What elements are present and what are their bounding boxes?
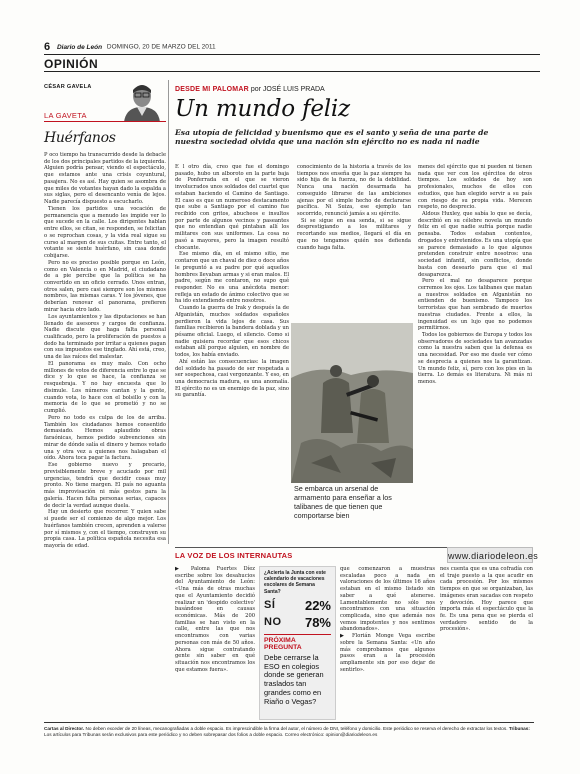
reader-letter: ▶ Paloma Fuertes Díez escribe sobre los desahucios del Ayuntamiento de León: «Una más de otras muchas que el Ayuntamiento decidió realizar un 'despido colectivo' basándose en causas económicas. Más de 200 familias se han visto en la calle, entre las que nos encontramos con varias personas con más de 50 años. Ahora sigue contratando gente sin saber en qué situación nos encontramos los que estamos fuera». [175,566,255,673]
article-headline: Un mundo feliz [175,96,350,122]
article-column-3 [418,164,532,548]
footer-letters-text: No deben exceder de 20 líneas, mecanografiadas a doble espacio. Es imprescindible la firma del autor, el número de DNI, teléfono y domicilio. Este periódico se reserva el derecho de extractar los textos. [85,726,508,731]
column-paragraph: Tienen los partidos una vocación de permanencia que a menudo les impide ver lo que sucede en la calle. Los dirigentes hablan entre ellos, se citan, se responden, se felicitan o se reprochan cosas, y la vida real sigue su curso al margen de sus cuitas. Entre tanto, el votante se siente huérfano, sin casa donde cobijarse. [44,205,166,259]
poll-no-percent: 78% [304,614,331,630]
website-link[interactable]: www.diariodeleon.es [447,547,533,563]
article-column-2 [297,164,411,328]
column-paragraph: El panorama es muy malo. Con ocho millones de votos de diferencia entre lo que se dice y lo que se hace, la confianza se resquebraja. Y no hay encuesta que lo disimule. Los números cantan y la gente, cuando vota, lo hace con el bolsillo y con la memoria de lo que se prometió y no se cumplió. [44,361,166,415]
article-paragraph: Aldous Huxley, que sabía lo que se decía, describió en su célebre novela un mundo feliz en el que nadie sufría porque nadie pensaba. Todos estaban contentos, drogados y entretenidos. Es una utopía que se parece demasiado a lo que algunos pretenden construir entre nosotros: una sociedad infantil, sin conflictos, donde basta con desearlo para que el mal desaparezca. [418,211,532,278]
column-divider [168,80,169,544]
reader-letter: que comenzaron a muestras escaladas poco a nada en valoraciones de los últimos 16 años estaban en el mismo listado sin saber a qué atenerse. Lamentablemente no sólo nos encontramos con una situación complicada, sino que además nos vemos impotentes y nos sentimos abandonados». [340,566,435,633]
article-paragraph: Ahí están las consecuencias: la imagen del soldado ha pasado de ser respetada a ser sospechosa, casi vergonzante. Y eso, en una democracia madura, es una anomalía. El ejército no es un enemigo de la paz, sino su garantía. [175,358,289,399]
kicker-author: por JOSÉ LUIS PRADA [250,86,325,93]
opinion-column [44,80,166,720]
footer-divider [44,722,534,723]
column-author: CÉSAR GAVELA [44,84,92,90]
pull-quote: Se embarca un arsenal de armamento para enseñar a los talibanes de que tienen que comportarse bien [294,484,392,520]
article-subhead: Esa utopía de felicidad y buenismo que es el santo y seña de una parte de nuestra sociedad olvida que una nación sin ejército no es nada ni nadie [175,128,489,147]
internautas-column-3 [340,566,435,720]
column-name: LA GAVETA [44,111,166,122]
article-kicker [175,86,325,96]
article-paragraph: conocimiento de la historia a través de los tiempos nos enseña que la paz siempre ha sido hija de la fuerza, no de la debilidad. Nunca una nación desarmada ha conseguido librarse de las ambiciones ajenas por el simple hecho de declararse pacífica. Ni Suiza, ese ejemplo tan socorrido, renunció jamás a su ejército. [297,164,411,218]
article-paragraph: Ese mismo día, en el mismo sitio, me contaron que un chaval de diez o doce años le preguntó a su padre por qué aquellos hombres llevaban armas y si eran malos. El padre, según me contaron, no supo qué responder. No es una anécdota menor: refleja un estado de ánimo colectivo que se ha ido extendiendo entre nosotros. [175,251,290,305]
internautas-column-4 [440,566,533,720]
column-paragraph: Pero no todo es culpa de los de arriba. También los ciudadanos hemos consentido demasiado. Hemos aplaudido obras faraónicas, hemos pedido subvenciones sin mirar de dónde salía el dinero y hemos votado una y otra vez a quienes nos halagaban el oído. Ahora toca pagar la factura. [44,414,166,462]
column-paragraph: Ese gobierno nuevo y precario, previsiblemente breve y acuciado por mil urgencias, tendrá que decidir cosas muy pronto. No tiene margen. El país no aguanta más improvisación ni más gestos para la galería. Hacen falta personas serias, capaces de decir la verdad aunque duela. [44,462,166,509]
poll-no-label: NO [264,615,282,628]
poll-yes-percent: 22% [304,597,331,613]
page-header [44,41,544,53]
column-paragraph: Los ayuntamientos y las diputaciones se han llenado de asesores y cargos de confianza. Nadie discute que haga falta personal cualificado, pero la proliferación de puestos a dedo ha terminado por irritar a quienes pagan con sus impuestos ese tinglado. Ahí está, creo, una de las raíces del malestar. [44,313,166,361]
next-question-label: PRÓXIMA PREGUNTA [264,634,331,651]
page-date: DOMINGO, 20 DE MARZO DEL 2011 [106,43,216,51]
poll-yes-label: SÍ [264,598,276,611]
reader-letter: ▶ Florián Monge Vega escribe sobre la Semana Santa: «Un año más comprobamos que algunos pasos eran a la procesión ampliamente sin por eso dejar de sentirlo». [340,633,435,673]
column-title: Huérfanos [44,130,116,146]
column-paragraph: Hay un desierto que recorrer. Y quien sabe si puede ser el comienzo de algo mejor. Los huérfanos también crecen, aprenden a valerse por sí mismos y, con el tiempo, construyen su propia casa. La política española necesita esa mayoría de edad. [44,509,166,549]
footer-letters-label: Cartas al Director. [44,726,85,731]
reader-poll [259,566,336,720]
article-paragraph: Cuando la guerra de Irak y después la de Afganistán, muchos soldados españoles perdieron la vida lejos de casa. Sus familias recibieron la bandera doblada y un pésame oficial. Luego, el silencio. Como si nadie quisiera recordar que esos chicos estaban allí porque alguien, en nombre de todos, los había enviado. [175,305,289,359]
article-paragraph: E l otro día, creo que fue el domingo pasado, hubo un alboroto en la parte baja de Ponferrada en el que se vieron involucrados unos soldados del cuartel que estaban haciendo el Camino de Santiago. El caso es que un numeroso destacamento que sube a Santiago por el camino fue recibido con gritos, abucheos e insultos por parte de algunos vecinos y paseantes que no entendían qué pintaban allí los militares con sus uniformes. La cosa no pasó a mayores, pero la imagen resultó chocante. [175,164,289,251]
reader-letter: nes cuenta que es una cofradía con el traje puesto a la que acudir en cada procesión. Por los mismos tiempos en que se organizaban, las imágenes eran sacadas con respeto y devoción. Hoy parece que importa más el espectáculo que la fe. Es una pena que se pierda el verdadero sentido de la procesión». [440,566,533,633]
poll-question: ¿Acierta la Junta con este calendario de vacaciones escolares de Semana Santa? [264,570,326,595]
kicker-section: DESDE MI PALOMAR [175,86,249,93]
footer-tribunas-text: Los artículos para Tribunas serán exclusivos para este periódico y no deben sobrepasar dos folios a doble espacio. Correo electrónico: opinion@diariodeleon.es [44,732,378,737]
footer-tribunas-label: Tribunas: [508,726,530,731]
page-footer [44,726,534,738]
article-paragraph: menes del ejército que ni pueden ni tienen nada que ver con los ejércitos de otros tiempos. Los soldados de hoy son profesionales, muchos de ellos con estudios, que han elegido servir a su país con riesgo de su propia vida. Merecen respeto, no desprecio. [418,164,532,211]
section-title: OPINIÓN [44,54,540,72]
soldiers-photo [291,323,413,483]
poll-no-row [260,614,335,631]
column-paragraph: P oco tiempo ha transcurrido desde la debacle de los dos principales partidos de la izquierda. Alguien podría pensar, viendo el espectáculo, que estamos ante una crisis coyuntural, pasajera. No es así. Hay quien se asombra de que miles de votantes hayan dado la espalda a sus siglas, pero el desencanto venía de lejos. Nadie parecía dispuesto a escucharlo. [44,152,166,206]
page-number: 6 [44,41,51,53]
internautas-column-1 [175,566,255,720]
next-question: Debe cerrarse la ESO en colegios donde se generan traslados tan grandes como en Riaño o Vegas? [264,652,324,706]
article-paragraph: Si se sigue en esa senda, si se sigue desprestigiando a los militares y recortando sus medios, llegará el día en que no tengamos quién nos defienda cuando haga falta. [297,217,411,251]
paper-name: Diario de León [56,43,103,51]
article-paragraph: Todos los gobiernos de Europa y todos los observadores de sociedades tan avanzadas como la nuestra saben que la defensa es una necesidad. Por eso me duele ver cómo se desprecia a quienes nos la garantizan. Un mundo feliz, sí, pero con los pies en la tierra. Lo demás es literatura. Ni más ni menos. [418,331,532,385]
internautas-section-label: LA VOZ DE LOS INTERNAUTAS [175,551,293,560]
column-paragraph: Pero no es preciso posible porque en León, como en Valencia o en Madrid, el ciudadano de a pie percibe que la política se ha convertido en un oficio cerrado. Unos entran, otros salen, pero casi siempre son los mismos nombres, las mismas caras. Y los jóvenes, que deberían renovar el panorama, prefieren mirar hacia otro lado. [44,259,166,313]
article-paragraph: Pero el mal no desaparece porque cerremos los ojos. Los talibanes que matan a nuestros soldados en Afganistán no entienden de buenismo. Tampoco los terroristas que han sembrado de muertos nuestras ciudades. Frente a ellos, la ingenuidad es un lujo que no podemos permitirnos. [418,278,532,332]
column-body [44,152,166,550]
poll-yes-row [260,597,335,614]
article-column-1 [175,164,289,548]
